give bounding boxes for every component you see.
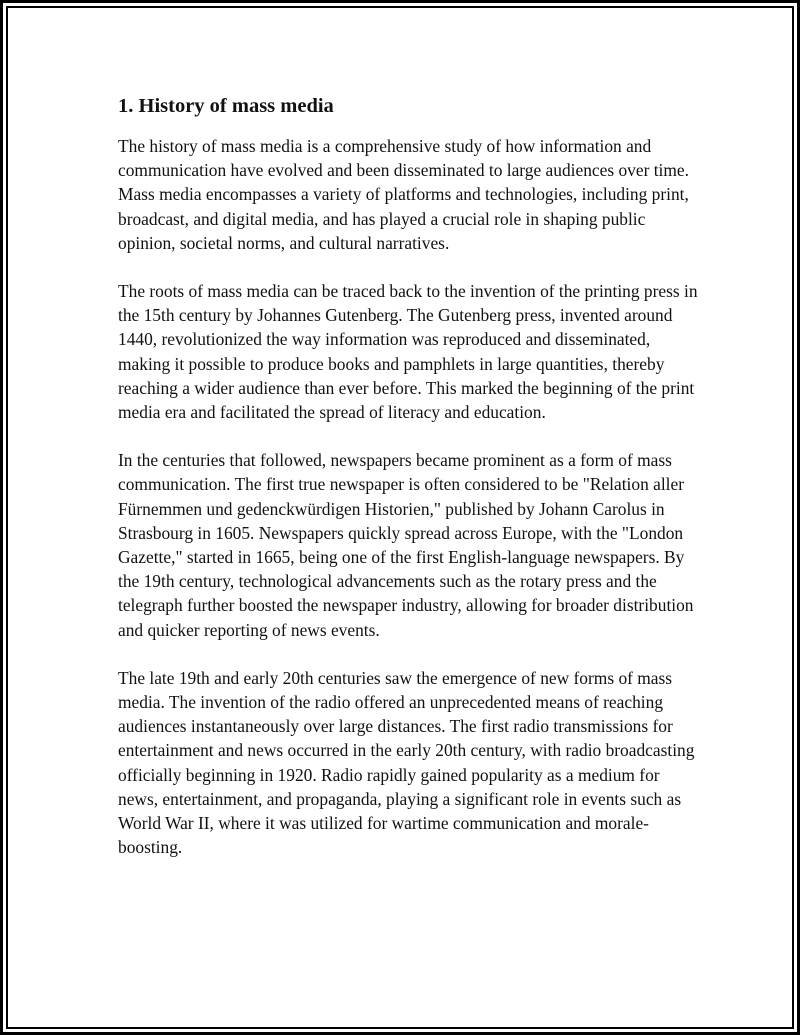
document-body [118, 94, 698, 883]
section-heading: 1. History of mass media [118, 95, 334, 117]
paragraph-newspapers: In the centuries that followed, newspapers became prominent as a form of mass communication. The first true newspaper is often considered to be "Relation aller Fürnemmen und gedenckwürdigen Historien," published by Johann Carolus in Strasbourg in 1605. Newspapers quickly spread across Europe, with the "London Gazette," started in 1665, being one of the first English-language newspapers. By the 19th century, technological advancements such as the rotary press and the telegraph further boosted the newspaper industry, allowing for broader distribution and quicker reporting of news events. [118, 450, 694, 640]
paragraph-intro: The history of mass media is a comprehensive study of how information and communication have evolved and been disseminated to large audiences over time. Mass media encompasses a variety of platforms and technologies, including print, broadcast, and digital media, and has played a crucial role in shaping public opinion, societal norms, and cultural narratives. [118, 136, 689, 253]
paragraph-radio: The late 19th and early 20th centuries saw the emergence of new forms of mass media. The invention of the radio offered an unprecedented means of reaching audiences instantaneously over large distances. The first radio transmissions for entertainment and news occurred in the early 20th century, with radio broadcasting officially beginning in 1920. Radio rapidly gained popularity as a medium for news, entertainment, and propaganda, playing a significant role in events such as World War II, where it was utilized for wartime communication and morale-boosting. [118, 667, 695, 858]
paragraph-printing-press: The roots of mass media can be traced back to the invention of the printing press in the 15th century by Johannes Gutenberg. The Gutenberg press, invented around 1440, revolutionized the way information was reproduced and disseminated, making it possible to produce books and pamphlets in large quantities, thereby reaching a wider audience than ever before. This marked the beginning of the print media era and facilitated the spread of literacy and education. [118, 281, 698, 423]
